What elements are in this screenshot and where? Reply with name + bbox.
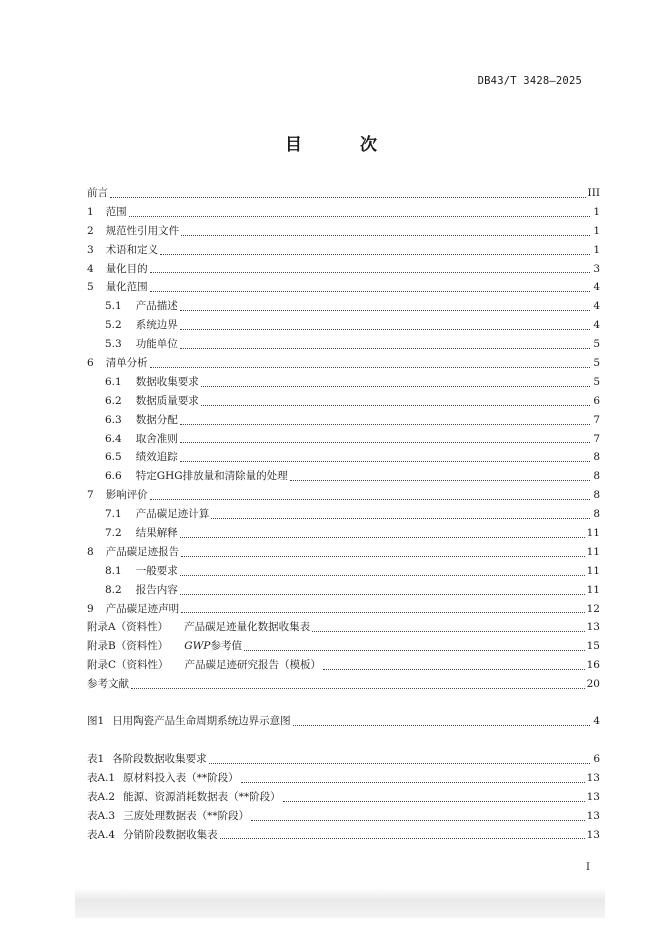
toc-entry-number: 7.1 — [105, 508, 122, 521]
toc-entry-label: 规范性引用文件 — [105, 224, 180, 237]
dot-leader — [131, 688, 585, 689]
toc-entry-label: 功能单位 — [135, 338, 178, 351]
toc-entry-number: 1 — [87, 205, 94, 218]
toc-entry[interactable] — [87, 297, 600, 316]
toc-entry[interactable] — [87, 278, 600, 297]
toc-entry-number: 8.2 — [105, 583, 122, 596]
toc-entry-label: 绩效追踪 — [135, 451, 178, 464]
dot-leader — [220, 838, 585, 839]
toc-entry[interactable] — [87, 430, 600, 449]
dot-leader — [150, 499, 590, 500]
toc-entry-page: 13 — [586, 828, 600, 841]
dot-leader — [181, 235, 590, 236]
dot-leader — [150, 272, 590, 273]
toc-entry-number: 6 — [87, 357, 94, 369]
toc-entry-label: 原材料投入表（**阶段） — [123, 771, 239, 784]
toc-entry-label: 范围 — [105, 205, 127, 218]
toc-entry-page: 13 — [586, 790, 600, 803]
toc-entry-page: 7 — [593, 432, 600, 445]
dot-leader — [110, 197, 586, 198]
toc-entry-number: 5 — [87, 281, 94, 294]
toc-entry-label: 产品碳足迹计算 — [135, 508, 210, 521]
toc-entry[interactable] — [87, 524, 600, 543]
toc-entry-label: 数据分配 — [135, 413, 178, 426]
toc-entry-page: 13 — [586, 809, 600, 822]
dot-leader — [312, 631, 585, 632]
toc-entry-label: 三废处理数据表（**阶段） — [123, 809, 250, 822]
toc-entry[interactable] — [87, 505, 600, 524]
dot-leader — [201, 405, 590, 406]
toc-entry-page: 6 — [593, 394, 600, 407]
toc-entry-number: 6.3 — [105, 413, 122, 426]
toc-entry-number: 2 — [87, 224, 94, 237]
toc-entry-page: 15 — [586, 640, 600, 653]
toc-entry[interactable] — [87, 562, 600, 581]
toc-entry-label: GWP参考值 — [184, 640, 242, 653]
toc-entry-label: 各阶段数据收集要求 — [112, 752, 207, 765]
toc-entry-page: 1 — [593, 205, 600, 218]
toc-entry-number: 6.2 — [105, 394, 122, 407]
toc-entry-page: 11 — [586, 564, 600, 577]
toc-entry[interactable] — [87, 467, 600, 486]
toc-entry-number: 附录B（资料性） — [87, 640, 169, 653]
toc-entry[interactable] — [87, 581, 600, 600]
dot-leader — [201, 386, 590, 387]
toc-entry-number: 5.2 — [105, 319, 122, 332]
toc-entry-page: 13 — [586, 771, 600, 784]
toc-entry-page: 11 — [586, 545, 600, 558]
toc-entry-page: 5 — [593, 338, 600, 351]
toc-entry-label: 产品碳足迹声明 — [105, 602, 180, 615]
toc-entry-number: 4 — [87, 262, 94, 275]
toc-entry-page: 6 — [593, 752, 600, 765]
toc-entry-label: 量化范围 — [105, 281, 148, 294]
toc-entry-number: 附录A（资料性） — [87, 621, 169, 634]
toc-entry-number: 表A.1 — [87, 771, 116, 784]
toc-entry-label: 前言 — [87, 186, 108, 199]
toc-entry-label: 量化目的 — [105, 262, 148, 275]
toc-entry[interactable] — [87, 826, 600, 845]
toc-entry[interactable] — [87, 788, 600, 807]
dot-leader — [180, 348, 590, 349]
dot-leader — [129, 216, 590, 217]
toc-entry[interactable] — [87, 448, 600, 467]
toc-entry-page: 4 — [593, 714, 600, 727]
dot-leader — [180, 575, 585, 576]
toc-entry-number: 6.4 — [105, 432, 122, 445]
toc-entry-label: 参考文献 — [87, 678, 129, 691]
toc-entry-page: 1 — [593, 243, 600, 256]
toc-entry-page: 5 — [593, 375, 600, 388]
dot-leader — [293, 725, 590, 726]
toc-entry-number: 图1 — [87, 714, 105, 727]
toc-entry-page: 3 — [593, 262, 600, 275]
toc-entry-page: 4 — [593, 300, 600, 313]
page-number: I — [586, 862, 590, 873]
dot-leader — [181, 612, 584, 613]
dot-leader — [241, 782, 585, 783]
toc-entry[interactable] — [87, 392, 600, 411]
toc-entry[interactable] — [87, 769, 600, 788]
dot-leader — [150, 367, 590, 368]
toc-entry[interactable] — [87, 260, 600, 279]
toc-entry-label: 一般要求 — [135, 564, 178, 577]
toc-entry-page: 12 — [586, 602, 600, 615]
toc-entry[interactable] — [87, 600, 600, 619]
toc-entry-number: 8.1 — [105, 564, 122, 577]
toc-entry-number: 表A.3 — [87, 809, 116, 822]
dot-leader — [180, 594, 585, 595]
toc-entry[interactable] — [87, 184, 600, 203]
dot-leader — [251, 820, 585, 821]
scan-shadow — [75, 888, 605, 918]
toc-entry-label: 日用陶瓷产品生命周期系统边界示意图 — [112, 714, 291, 727]
toc-entry[interactable] — [87, 543, 600, 562]
toc-entry-number: 表A.2 — [87, 790, 116, 803]
toc-entry[interactable] — [87, 486, 600, 505]
toc-entry-page: 5 — [593, 357, 600, 369]
toc-entry[interactable] — [87, 618, 600, 637]
toc-entry-number: 6.1 — [105, 375, 122, 388]
toc-entry-page: 8 — [593, 508, 600, 521]
toc-entry-label: 报告内容 — [135, 583, 178, 596]
toc-entry-number: 5.1 — [105, 300, 122, 313]
toc-entry-page: 11 — [586, 583, 600, 596]
toc-entry-page: 20 — [586, 678, 600, 691]
toc-entry-label: 数据质量要求 — [135, 394, 199, 407]
toc-entry[interactable] — [87, 656, 600, 675]
list-of-figures — [87, 712, 600, 731]
toc-entry[interactable] — [87, 675, 600, 694]
toc-entry-page: 8 — [593, 489, 600, 502]
dot-leader — [150, 291, 590, 292]
dot-leader — [283, 801, 585, 802]
toc-entry-label: 数据收集要求 — [135, 375, 199, 388]
dot-leader — [181, 556, 584, 557]
toc-entry-label: 影响评价 — [105, 489, 148, 502]
toc-entry[interactable] — [87, 807, 600, 826]
toc-entry-page: 16 — [586, 659, 600, 672]
dot-leader — [180, 310, 590, 311]
toc-entry-number: 7 — [87, 489, 94, 502]
toc-entry[interactable] — [87, 354, 600, 373]
standard-number: DB43/T 3428—2025 — [477, 75, 582, 87]
toc-entry[interactable] — [87, 750, 600, 769]
page-title: 目 次 — [285, 135, 403, 155]
toc-entry[interactable] — [87, 222, 600, 241]
toc-entry-label: 清单分析 — [105, 357, 148, 369]
toc-entry-label: 能源、资源消耗数据表（**阶段） — [123, 790, 281, 803]
toc-entry-page: 8 — [593, 470, 600, 483]
toc-entry-label: 结果解释 — [135, 527, 178, 540]
dot-leader — [290, 480, 590, 481]
toc-entry-label: 产品碳足迹量化数据收集表 — [184, 621, 311, 634]
toc-entry[interactable] — [87, 712, 600, 731]
toc-entry[interactable] — [87, 373, 600, 392]
toc-entry-page: 1 — [593, 224, 600, 237]
toc-entry-number: 7.2 — [105, 527, 122, 540]
toc-entry-number: 8 — [87, 545, 94, 558]
toc-entry[interactable] — [87, 316, 600, 335]
toc-entry-number: 6.5 — [105, 451, 122, 464]
toc-entry-page: III — [587, 186, 600, 199]
toc-entry-number: 表A.4 — [87, 828, 116, 841]
toc-entry-page: 7 — [593, 413, 600, 426]
dot-leader — [180, 442, 590, 443]
toc-entry-page: 8 — [593, 451, 600, 464]
toc-entry[interactable] — [87, 241, 600, 260]
toc-entry-label: 特定GHG排放量和清除量的处理 — [135, 470, 288, 483]
toc-entry-number: 附录C（资料性） — [87, 659, 169, 672]
dot-leader — [180, 424, 590, 425]
dot-leader — [209, 763, 590, 764]
toc-entry[interactable] — [87, 411, 600, 430]
table-of-contents — [87, 184, 600, 694]
toc-entry-number: 表1 — [87, 752, 105, 765]
dot-leader — [244, 650, 585, 651]
toc-entry[interactable] — [87, 335, 600, 354]
dot-leader — [323, 669, 585, 670]
toc-entry-number: 9 — [87, 602, 94, 615]
toc-entry-number: 3 — [87, 243, 94, 256]
toc-entry-number: 5.3 — [105, 338, 122, 351]
toc-entry-page: 11 — [586, 527, 600, 540]
toc-entry-number: 6.6 — [105, 470, 122, 483]
dot-leader — [180, 537, 585, 538]
dot-leader — [180, 329, 590, 330]
toc-entry-label: 术语和定义 — [105, 243, 159, 256]
toc-entry-label: 产品碳足迹研究报告（模板） — [184, 659, 322, 672]
dot-leader — [180, 461, 590, 462]
toc-entry-label: 产品碳足迹报告 — [105, 545, 180, 558]
toc-entry-label: 取舍准则 — [135, 432, 178, 445]
toc-entry-page: 4 — [593, 281, 600, 294]
toc-entry[interactable] — [87, 203, 600, 222]
toc-entry-label: 产品描述 — [135, 300, 178, 313]
toc-entry[interactable] — [87, 637, 600, 656]
dot-leader — [160, 254, 590, 255]
dot-leader — [211, 518, 590, 519]
toc-entry-page: 13 — [586, 621, 600, 634]
toc-entry-label: 分销阶段数据收集表 — [123, 828, 218, 841]
toc-entry-page: 4 — [593, 319, 600, 332]
toc-entry-label: 系统边界 — [135, 319, 178, 332]
list-of-tables — [87, 750, 600, 844]
